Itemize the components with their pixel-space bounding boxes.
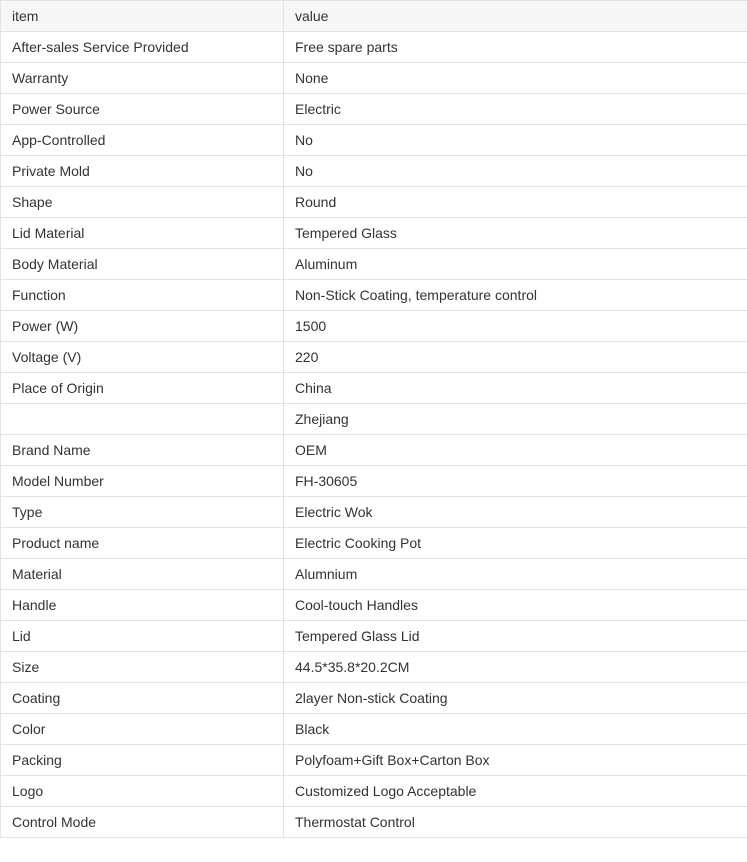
item-cell: Material xyxy=(1,559,284,590)
table-row xyxy=(1,249,747,280)
table-row xyxy=(1,404,747,435)
item-cell: Control Mode xyxy=(1,807,284,838)
value-cell: 2layer Non-stick Coating xyxy=(284,683,747,714)
item-cell: After-sales Service Provided xyxy=(1,32,284,63)
value-cell: 44.5*35.8*20.2CM xyxy=(284,652,747,683)
item-cell: Power Source xyxy=(1,94,284,125)
item-cell: Size xyxy=(1,652,284,683)
value-cell: Tempered Glass Lid xyxy=(284,621,747,652)
table-row xyxy=(1,32,747,63)
value-cell: Aluminum xyxy=(284,249,747,280)
item-cell: Handle xyxy=(1,590,284,621)
value-cell: Alumnium xyxy=(284,559,747,590)
value-cell: China xyxy=(284,373,747,404)
item-cell xyxy=(1,404,284,435)
value-cell: Electric Wok xyxy=(284,497,747,528)
table-row xyxy=(1,94,747,125)
table-row xyxy=(1,125,747,156)
item-cell: Color xyxy=(1,714,284,745)
value-cell: Non-Stick Coating, temperature control xyxy=(284,280,747,311)
table-row xyxy=(1,807,747,838)
value-cell: Black xyxy=(284,714,747,745)
value-cell: No xyxy=(284,156,747,187)
item-cell: Voltage (V) xyxy=(1,342,284,373)
value-cell: Polyfoam+Gift Box+Carton Box xyxy=(284,745,747,776)
table-row xyxy=(1,528,747,559)
item-cell: Place of Origin xyxy=(1,373,284,404)
table-body xyxy=(1,32,747,838)
table-row xyxy=(1,156,747,187)
table-row xyxy=(1,497,747,528)
item-cell: Lid Material xyxy=(1,218,284,249)
item-cell: Packing xyxy=(1,745,284,776)
item-cell: Brand Name xyxy=(1,435,284,466)
value-cell: 220 xyxy=(284,342,747,373)
value-cell: Electric Cooking Pot xyxy=(284,528,747,559)
table-row xyxy=(1,435,747,466)
table-row xyxy=(1,63,747,94)
table-row xyxy=(1,652,747,683)
item-cell: Private Mold xyxy=(1,156,284,187)
value-cell: 1500 xyxy=(284,311,747,342)
table-row xyxy=(1,218,747,249)
value-cell: Customized Logo Acceptable xyxy=(284,776,747,807)
table-row xyxy=(1,280,747,311)
value-cell: Zhejiang xyxy=(284,404,747,435)
item-cell: Warranty xyxy=(1,63,284,94)
column-header-value: value xyxy=(284,1,747,32)
table-row xyxy=(1,714,747,745)
table-row xyxy=(1,683,747,714)
value-cell: OEM xyxy=(284,435,747,466)
item-cell: Lid xyxy=(1,621,284,652)
table-row xyxy=(1,311,747,342)
table-row xyxy=(1,187,747,218)
value-cell: Round xyxy=(284,187,747,218)
table-row xyxy=(1,621,747,652)
table-row xyxy=(1,373,747,404)
item-cell: Function xyxy=(1,280,284,311)
table-row xyxy=(1,342,747,373)
value-cell: FH-30605 xyxy=(284,466,747,497)
item-cell: Product name xyxy=(1,528,284,559)
value-cell: None xyxy=(284,63,747,94)
item-cell: Body Material xyxy=(1,249,284,280)
column-header-item: item xyxy=(1,1,284,32)
item-cell: Shape xyxy=(1,187,284,218)
table-row xyxy=(1,466,747,497)
value-cell: Tempered Glass xyxy=(284,218,747,249)
table-row xyxy=(1,745,747,776)
table-row xyxy=(1,776,747,807)
item-cell: Model Number xyxy=(1,466,284,497)
value-cell: Cool-touch Handles xyxy=(284,590,747,621)
item-cell: Power (W) xyxy=(1,311,284,342)
value-cell: Thermostat Control xyxy=(284,807,747,838)
table-header-row xyxy=(1,1,747,32)
item-cell: App-Controlled xyxy=(1,125,284,156)
table-row xyxy=(1,590,747,621)
value-cell: Electric xyxy=(284,94,747,125)
table-row xyxy=(1,559,747,590)
item-cell: Logo xyxy=(1,776,284,807)
value-cell: No xyxy=(284,125,747,156)
value-cell: Free spare parts xyxy=(284,32,747,63)
item-cell: Type xyxy=(1,497,284,528)
item-cell: Coating xyxy=(1,683,284,714)
